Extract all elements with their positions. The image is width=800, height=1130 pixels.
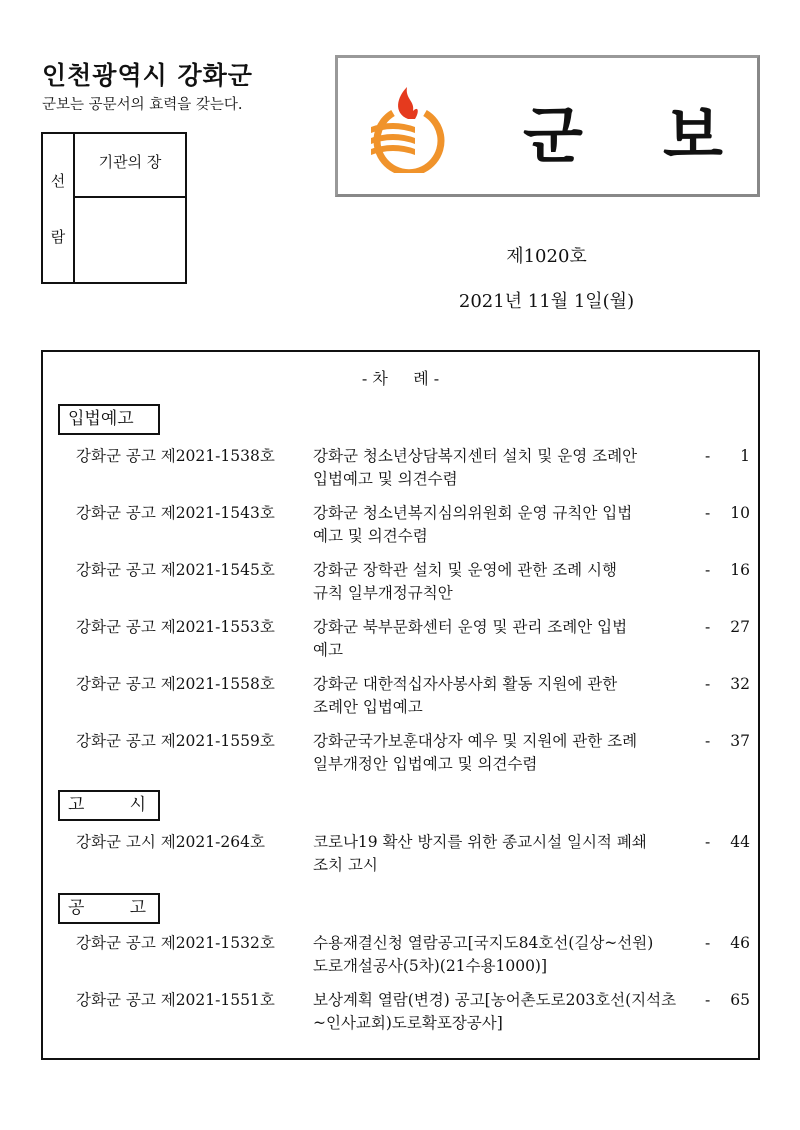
motto: 군보는 공문서의 효력을 갖는다. <box>42 97 243 113</box>
approval-side-column <box>43 134 75 282</box>
notice-title-line: 강화군 북부문화센터 운영 및 관리 조례안 입법 <box>313 618 628 636</box>
notice-title-line: 규칙 일부개정규칙안 <box>313 584 453 602</box>
notice-title-line: 강화군 장학관 설치 및 운영에 관한 조례 시행 <box>313 561 618 579</box>
notice-title-line: 강화군 대한적십자사봉사회 활동 지원에 관한 <box>313 675 618 693</box>
notice-number: 강화군 공고 제2021-1558호 <box>76 675 275 693</box>
notice-title-line: 조례안 입법예고 <box>313 698 423 716</box>
leader-dash: - <box>705 732 711 750</box>
notice-title <box>313 673 703 719</box>
notice-title-line: 코로나19 확산 방지를 위한 종교시설 일시적 폐쇄 <box>313 833 647 851</box>
notice-number: 강화군 고시 제2021-264호 <box>76 833 265 851</box>
notice-title-line: 도로개설공사(5차)(21수용1000)] <box>313 957 548 975</box>
section-label <box>58 790 160 821</box>
notice-title-line: 조치 고시 <box>313 856 378 874</box>
page-number: 44 <box>730 833 750 851</box>
toc-title: - 차 례 - <box>361 369 440 388</box>
masthead <box>335 55 760 197</box>
notice-number: 강화군 공고 제2021-1532호 <box>76 934 275 952</box>
masthead-title-char: 보 <box>663 99 723 172</box>
section-label <box>58 893 160 924</box>
notice-title <box>313 989 703 1035</box>
notice-title <box>313 559 703 605</box>
page-number: 16 <box>730 561 750 579</box>
section-label <box>58 404 160 435</box>
table-of-contents <box>41 350 760 1060</box>
leader-dash: - <box>705 833 711 851</box>
page-number: 46 <box>730 934 750 952</box>
approval-side-label: 람 <box>50 228 66 246</box>
leader-dash: - <box>705 504 711 522</box>
notice-title <box>313 445 703 491</box>
notice-title-line: 강화군 청소년상담복지센터 설치 및 운영 조례안 <box>313 447 638 465</box>
section-label-text: 고 <box>129 898 146 918</box>
leader-dash: - <box>705 618 711 636</box>
section-label-text: 고 <box>68 795 85 815</box>
section-label-text: 공 <box>68 898 85 918</box>
notice-title <box>313 616 703 662</box>
leader-dash: - <box>705 675 711 693</box>
section-label-text: 입법예고 <box>68 409 134 429</box>
notice-title <box>313 932 703 978</box>
approval-row-label: 기관의 장 <box>75 134 185 198</box>
notice-title-line: 강화군 청소년복지심의위원회 운영 규칙안 입법 <box>313 504 633 522</box>
page-number: 65 <box>730 991 750 1009</box>
page-number: 37 <box>730 732 750 750</box>
section-label-text: 시 <box>129 795 146 815</box>
notice-title-line: 예고 및 의견수렴 <box>313 527 428 545</box>
notice-title-line: 일부개정안 입법예고 및 의견수렴 <box>313 755 538 773</box>
notice-title <box>313 730 703 776</box>
approval-box <box>41 132 187 284</box>
notice-number: 강화군 공고 제2021-1559호 <box>76 732 275 750</box>
leader-dash: - <box>705 991 711 1009</box>
notice-number: 강화군 공고 제2021-1551호 <box>76 991 275 1009</box>
notice-title-line: 입법예고 및 의견수렴 <box>313 470 458 488</box>
approval-side-label: 선 <box>50 172 66 190</box>
notice-number: 강화군 공고 제2021-1543호 <box>76 504 275 522</box>
leader-dash: - <box>705 934 711 952</box>
notice-title <box>313 831 703 877</box>
notice-title-line: 예고 <box>313 641 343 659</box>
gunbo-emblem-icon <box>363 83 453 173</box>
page-number: 1 <box>740 447 750 465</box>
page-number: 27 <box>730 618 750 636</box>
masthead-title-char: 군 <box>523 99 583 172</box>
issue-number: 제1020호 <box>506 246 587 267</box>
leader-dash: - <box>705 561 711 579</box>
page-number: 10 <box>730 504 750 522</box>
notice-number: 강화군 공고 제2021-1538호 <box>76 447 275 465</box>
notice-title-line: ~인사교회)도로확포장공사] <box>313 1014 503 1032</box>
notice-title <box>313 502 703 548</box>
notice-title-line: 수용재결신청 열람공고[국지도84호선(길상~선원) <box>313 934 654 952</box>
notice-number: 강화군 공고 제2021-1553호 <box>76 618 275 636</box>
notice-title-line: 보상계획 열람(변경) 공고[농어촌도로203호선(지석초 <box>313 991 677 1009</box>
organization-title: 인천광역시 강화군 <box>42 61 253 90</box>
page-number: 32 <box>730 675 750 693</box>
leader-dash: - <box>705 447 711 465</box>
issue-date: 2021년 11월 1일(월) <box>458 291 635 312</box>
notice-title-line: 강화군국가보훈대상자 예우 및 지원에 관한 조례 <box>313 732 638 750</box>
notice-number: 강화군 공고 제2021-1545호 <box>76 561 275 579</box>
